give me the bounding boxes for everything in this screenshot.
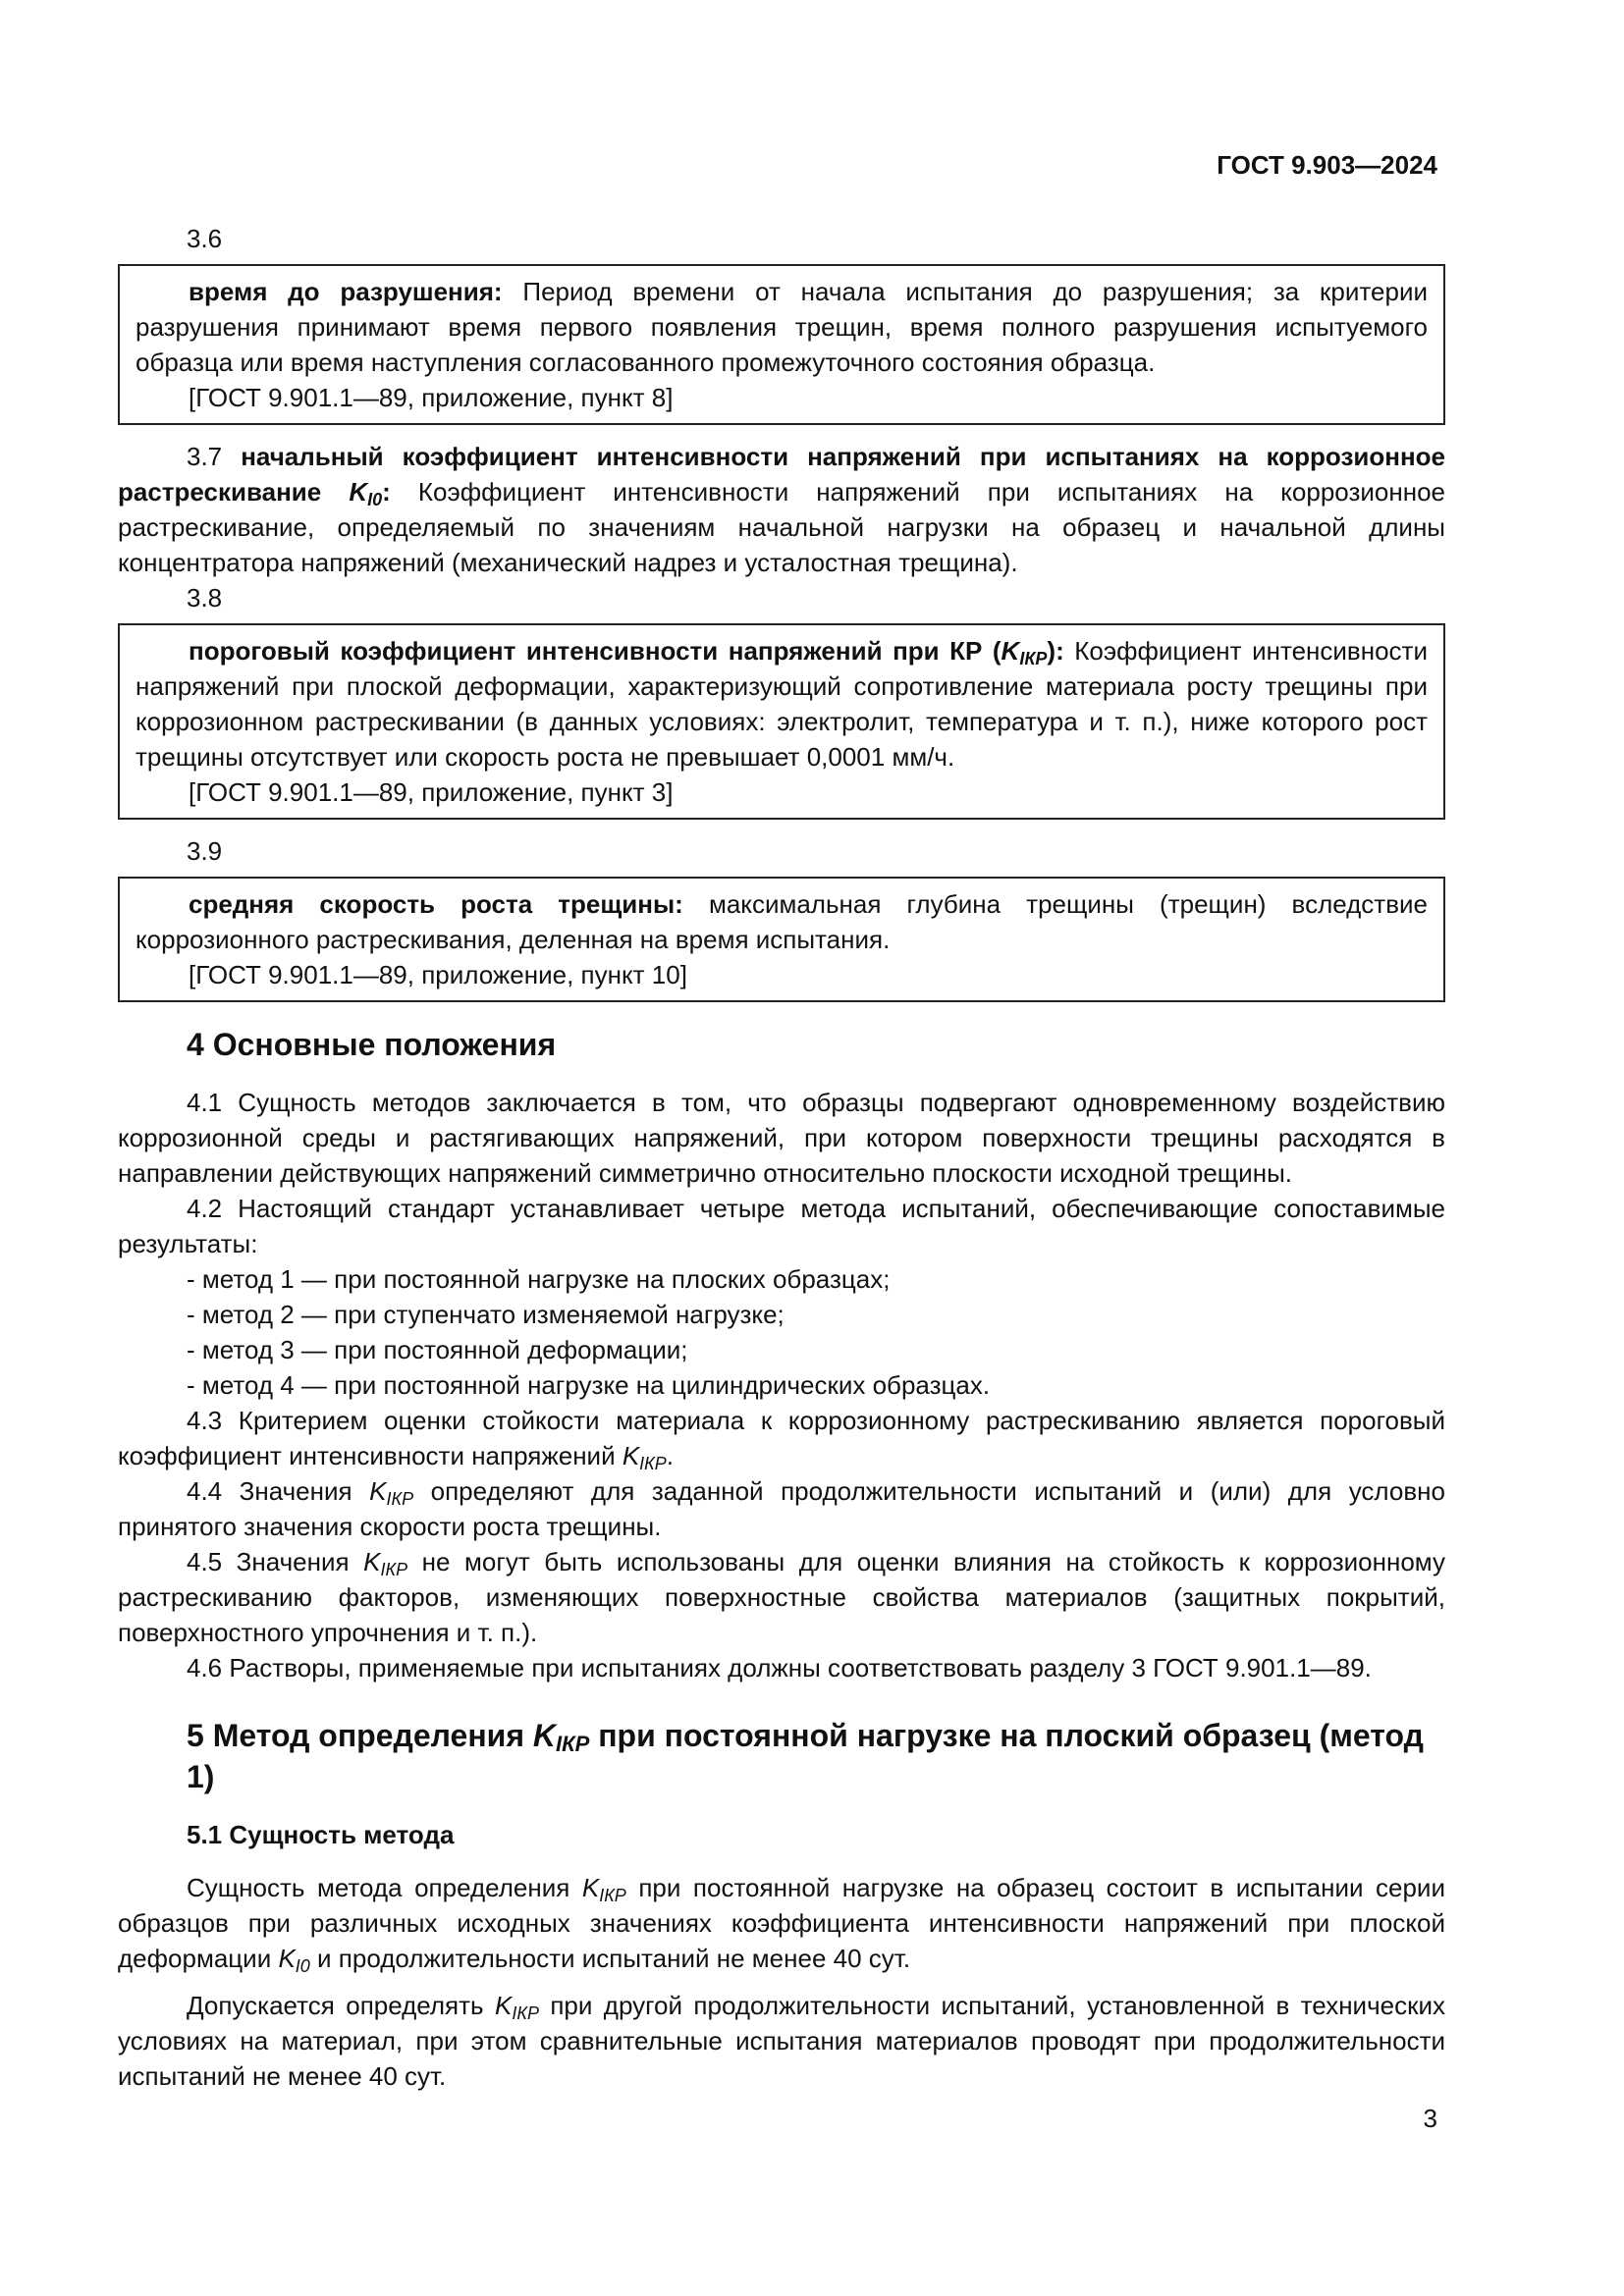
document-header: ГОСТ 9.903—2024	[1217, 150, 1437, 180]
section-4-heading: 4 Основные положения	[187, 1027, 557, 1062]
methods-list	[118, 1261, 1445, 1403]
term-3-9: средняя скорость роста трещины:	[189, 889, 683, 919]
subsection-5-1-heading: 5.1 Сущность метода	[187, 1820, 455, 1849]
paragraph-4-1: 4.1 Сущность методов заключается в том, что образцы подвергают одновременному воздействию коррозионной среды и растягивающих напряжений, при котором поверхности трещины расходятся в направлении действующих напряжений симметрично относительно плоскости исходной трещины.	[118, 1088, 1445, 1188]
paragraph-4-2: 4.2 Настоящий стандарт устанавливает четыре метода испытаний, обеспечивающие сопоставимые результаты:	[118, 1194, 1445, 1258]
paragraph-4-6: 4.6 Растворы, применяемые при испытаниях должны соответствовать разделу 3 ГОСТ 9.901.1—89.	[187, 1653, 1372, 1682]
list-item: - метод 2 — при ступенчато изменяемой нагрузке;	[187, 1300, 785, 1329]
term-box-3-8	[118, 623, 1445, 820]
clause-number-3-9: 3.9	[187, 836, 223, 866]
reference-3-9: [ГОСТ 9.901.1—89, приложение, пункт 10]	[189, 960, 687, 989]
list-item: - метод 4 — при постоянной нагрузке на цилиндрических образцах.	[187, 1370, 991, 1400]
reference-3-6: [ГОСТ 9.901.1—89, приложение, пункт 8]	[189, 383, 674, 412]
page-content	[118, 221, 1445, 2094]
term-definition-3-8	[135, 633, 1428, 774]
term-3-7: начальный коэффициент интенсивности напряжений при испытаниях на коррозионное растрескивание $K_{I0}$:	[118, 442, 1445, 509]
term-box-3-9	[118, 877, 1445, 1002]
definition-3-9: максимальная глубина трещины (трещин) вследствие коррозионного растрескивания, деленная на время испытания.	[135, 889, 1428, 954]
definition-3-7: Коэффициент интенсивности напряжений при испытаниях на коррозионное растрескивание, определяемый по значениям начальной нагрузки на образец и начальной длины концентратора напряжений (механический надрез и усталостная трещина).	[118, 477, 1445, 577]
definition-3-6: Период времени от начала испытания до разрушения; за критерии разрушения принимают время первого появления трещин, время полного разрушения испытуемого образца или время наступления согласованного промежуточного состояния образца.	[135, 277, 1428, 377]
page-number: 3	[1423, 2104, 1437, 2133]
clause-3-7	[118, 439, 1445, 580]
paragraph-4-3: 4.3 Критерием оценки стойкости материала к коррозионному растрескиванию является пороговый коэффициент интенсивности напряжений $K_{IКР}$.	[118, 1406, 1445, 1473]
paragraph-4-4: 4.4 Значения $K_{IКР}$ определяют для заданной продолжительности испытаний и (или) для условно принятого значения скорости роста трещины.	[118, 1476, 1445, 1541]
paragraph-4-5: 4.5 Значения $K_{IКР}$ не могут быть использованы для оценки влияния на стойкость к коррозионному растрескиванию факторов, изменяющих поверхностные свойства материалов (защитных покрытий, поверхностного упрочнения и т. п.).	[118, 1547, 1445, 1647]
term-box-3-6	[118, 264, 1445, 425]
term-definition-3-6	[135, 274, 1428, 380]
term-3-6: время до разрушения:	[189, 277, 503, 306]
section-5-heading: 5 Метод определения $K_{IКР}$ при постоянной нагрузке на плоский образец (метод 1)	[187, 1718, 1424, 1794]
clause-number-3-7: 3.7	[187, 442, 223, 471]
paragraph-5-1-1: Сущность метода определения $K_{IКР}$ при постоянной нагрузке на образец состоит в испытании серии образцов при различных исходных значениях коэффициента интенсивности напряжений при плоской деформации $K_{I0}$ и продолжительности испытаний не менее 40 сут.	[118, 1873, 1445, 1976]
reference-3-8: [ГОСТ 9.901.1—89, приложение, пункт 3]	[189, 777, 674, 807]
clause-number-3-8: 3.8	[187, 583, 223, 613]
definition-3-8: Коэффициент интенсивности напряжений при плоской деформации, характеризующий сопротивление материала росту трещины при коррозионном растрескивании (в данных условиях: электролит, температура и т. п.), ниже которого рост трещины отсутствует или скорость роста не превышает 0,0001 мм/ч.	[135, 636, 1428, 772]
clause-number-3-6: 3.6	[187, 224, 223, 253]
paragraph-5-1-2: Допускается определять $K_{IКР}$ при другой продолжительности испытаний, установленной в технических условиях на материал, при этом сравнительные испытания материалов проводят при продолжительности испытаний не менее 40 сут.	[118, 1991, 1445, 2091]
term-3-8: пороговый коэффициент интенсивности напряжений при КР $(K_{IКР})$:	[189, 636, 1064, 668]
list-item: - метод 1 — при постоянной нагрузке на плоских образцах;	[187, 1264, 891, 1294]
list-item: - метод 3 — при постоянной деформации;	[187, 1335, 688, 1364]
term-definition-3-9	[135, 886, 1428, 957]
